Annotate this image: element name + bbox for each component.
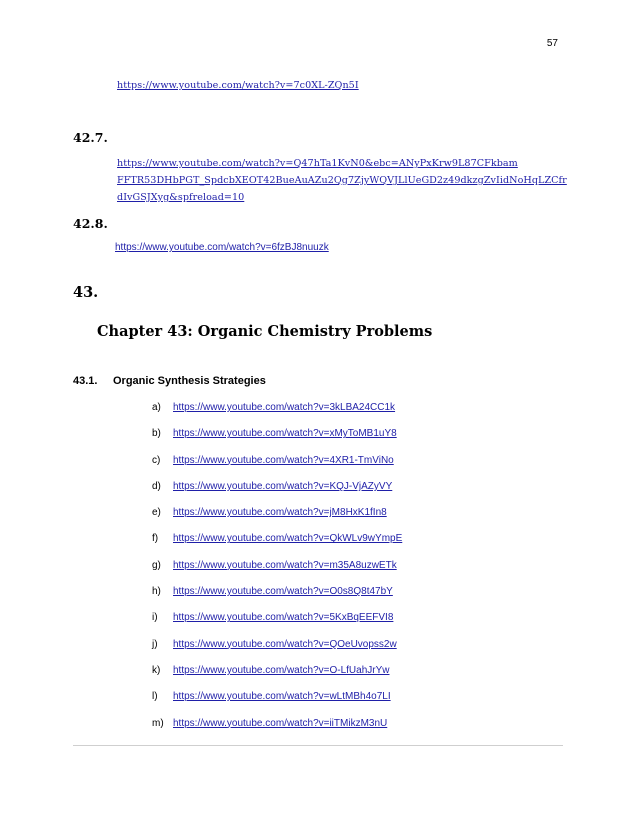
video-link-42-7-line-2[interactable]: FFTR53DHbPGT_SpdcbXEOT42BueAuAZu2Qg7ZjyWQVJLlUeGD2z49dkzgZvIidNoHqLZCfr [117, 175, 567, 186]
list-marker: a) [152, 402, 161, 413]
video-link[interactable]: https://www.youtube.com/watch?v=m35A8uzwETk [173, 559, 397, 571]
video-link-42-8[interactable]: https://www.youtube.com/watch?v=6fzBJ8nuuzk [115, 242, 329, 253]
section-title: Organic Synthesis Strategies [113, 375, 266, 387]
list-item [152, 586, 402, 612]
video-link[interactable]: https://www.youtube.com/watch?v=xMyToMB1uY8 [173, 428, 397, 440]
list-item [152, 665, 402, 691]
list-marker: l) [152, 691, 158, 703]
list-item [152, 718, 402, 744]
video-link[interactable]: https://www.youtube.com/watch?v=QkWLv9wYmpE [173, 533, 403, 545]
video-link[interactable]: https://www.youtube.com/watch?v=3kLBA24CC1k [173, 402, 396, 413]
heading-43: 43. [73, 284, 99, 301]
list-marker: e) [152, 507, 161, 519]
list-item [152, 560, 402, 586]
video-link[interactable]: https://www.youtube.com/watch?v=iiTMikzM3nU [173, 717, 388, 729]
list-marker: j) [152, 638, 158, 650]
list-marker: c) [152, 454, 161, 466]
list-item [152, 481, 402, 507]
heading-42-8: 42.8. [73, 216, 108, 231]
list-item [152, 507, 402, 533]
chapter-title: Chapter 43: Organic Chemistry Problems [97, 323, 433, 340]
video-link[interactable]: https://www.youtube.com/watch?v=KQJ-VjAZyVY [173, 480, 393, 492]
video-link[interactable]: https://www.youtube.com/watch?v=O0s8Q8t47bY [173, 586, 393, 598]
list-marker: g) [152, 559, 161, 571]
top-video-link[interactable]: https://www.youtube.com/watch?v=7c0XL-ZQn5I [117, 80, 359, 91]
list-marker: f) [152, 533, 159, 545]
section-number: 43.1. [73, 375, 98, 387]
list-marker: k) [152, 664, 161, 676]
video-link[interactable]: https://www.youtube.com/watch?v=jM8HxK1fIn8 [173, 507, 387, 519]
video-link-42-7-line-3[interactable]: dIvGSJXyg&spfreload=10 [117, 192, 245, 203]
list-item [152, 533, 402, 559]
video-link-list [152, 402, 402, 744]
list-marker: i) [152, 612, 158, 624]
video-link[interactable]: https://www.youtube.com/watch?v=4XR1-TmViNo [173, 454, 394, 466]
list-item [152, 612, 402, 638]
video-link[interactable]: https://www.youtube.com/watch?v=QOeUvopss2w [173, 638, 397, 650]
list-item [152, 639, 402, 665]
video-link[interactable]: https://www.youtube.com/watch?v=5KxBqEEFVI8 [173, 612, 394, 624]
video-link[interactable]: https://www.youtube.com/watch?v=O-LfUahJrYw [173, 664, 390, 676]
list-item [152, 428, 402, 454]
footer-divider [73, 745, 563, 746]
list-marker: m) [152, 717, 164, 729]
list-marker: b) [152, 428, 161, 440]
page-number: 57 [546, 38, 558, 49]
list-marker: h) [152, 586, 161, 598]
list-marker: d) [152, 480, 161, 492]
video-link[interactable]: https://www.youtube.com/watch?v=wLtMBh4o7LI [173, 691, 391, 703]
video-link-42-7-line-1[interactable]: https://www.youtube.com/watch?v=Q47hTa1KvN0&ebc=ANyPxKrw9L87CFkbam [117, 158, 518, 169]
section-heading-43-1 [73, 375, 266, 387]
list-item [152, 691, 402, 717]
list-item [152, 455, 402, 481]
list-item [152, 402, 402, 428]
heading-42-7: 42.7. [73, 130, 108, 145]
